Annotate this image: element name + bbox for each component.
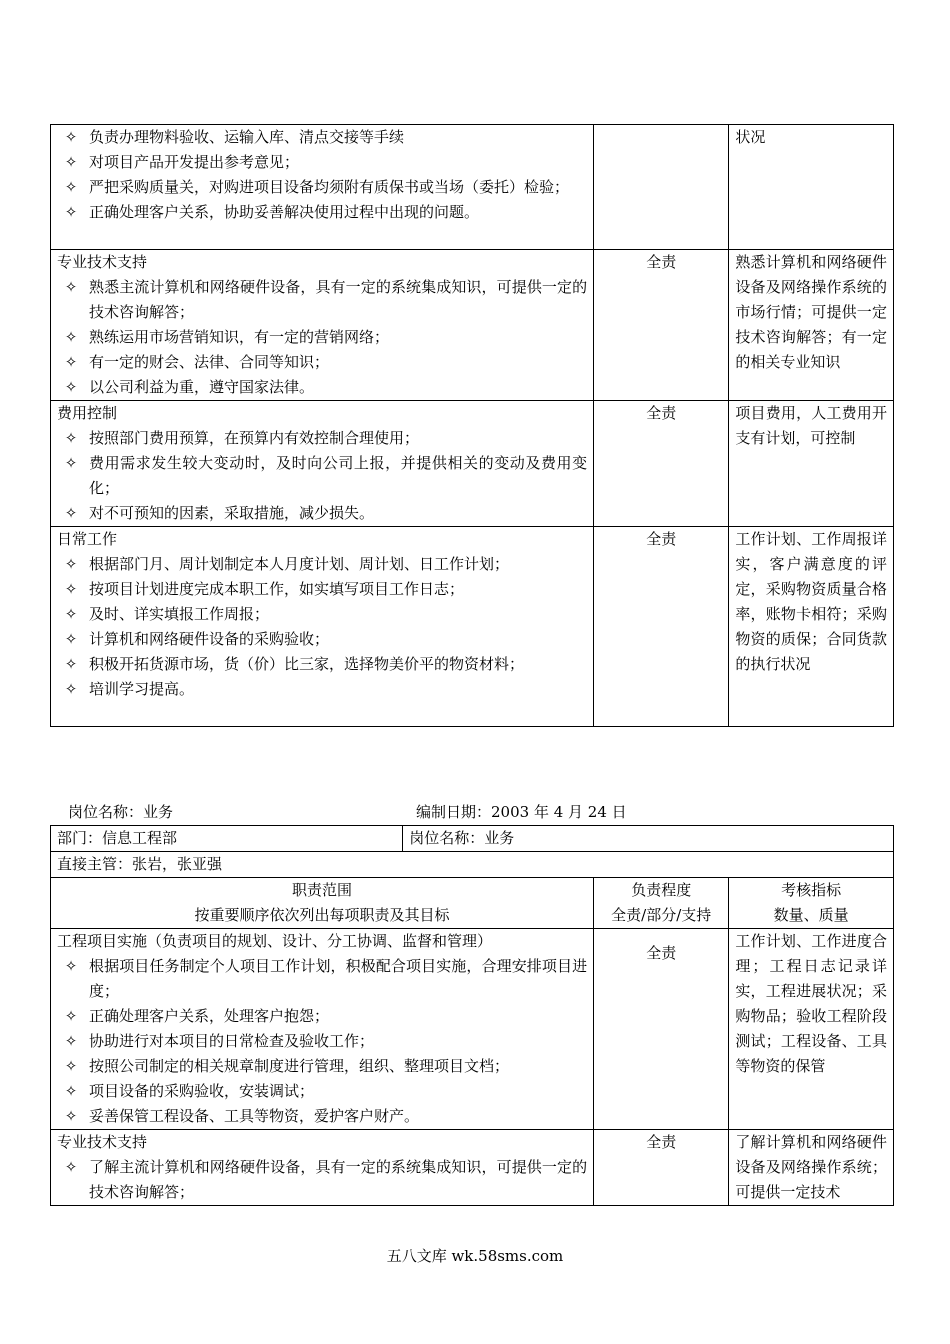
duty-item: ✧ 协助进行对本项目的日常检查及验收工作； — [57, 1029, 587, 1054]
bullet-icon: ✧ — [64, 1107, 78, 1125]
supervisor-cell: 直接主管：张岩，张亚强 — [51, 852, 894, 878]
duty-item: ✧ 对项目产品开发提出参考意见； — [57, 150, 587, 175]
duty-heading: 专业技术支持 — [57, 1133, 148, 1151]
degree-cell: 全责 — [594, 401, 729, 527]
bullet-icon: ✧ — [64, 1082, 78, 1100]
duty-item: ✧ 费用需求发生较大变动时，及时向公司上报，并提供相关的变动及费用变化； — [57, 451, 587, 501]
duty-item: ✧ 正确处理客户关系，处理客户抱怨； — [57, 1004, 587, 1029]
duty-item: ✧ 熟悉主流计算机和网络硬件设备，具有一定的系统集成知识，可提供一定的技术咨询解答； — [57, 275, 587, 325]
duty-item: ✧ 严把采购质量关，对购进项目设备均须附有质保书或当场（委托）检验； — [57, 175, 587, 200]
duty-cell — [51, 250, 594, 401]
metric-cell: 工作计划、工作进度合理；工程日志记录详实，工程进展状况；采购物品；验收工程阶段测试；工程设备、工具等物资的保管 — [729, 929, 894, 1130]
header-duty-scope: 职责范围 按重要顺序依次列出每项职责及其目标 — [51, 878, 594, 929]
duty-item: ✧ 根据项目任务制定个人项目工作计划，积极配合项目实施，合理安排项目进度； — [57, 954, 587, 1004]
bullet-icon: ✧ — [64, 353, 78, 371]
metric-cell: 熟悉计算机和网络硬件设备及网络操作系统的市场行情；可提供一定技术咨询解答；有一定的相关专业知识 — [729, 250, 894, 401]
duty-item: ✧ 了解主流计算机和网络硬件设备，具有一定的系统集成知识，可提供一定的技术咨询解答； — [57, 1155, 587, 1205]
duty-item: ✧ 及时、详实填报工作周报； — [57, 602, 587, 627]
duty-item: ✧ 按项目计划进度完成本职工作，如实填写项目工作日志； — [57, 577, 587, 602]
bullet-icon: ✧ — [64, 504, 78, 522]
duty-cell — [51, 401, 594, 527]
table-row — [51, 1130, 894, 1206]
duty-item: ✧ 有一定的财会、法律、合同等知识； — [57, 350, 587, 375]
bullet-icon: ✧ — [64, 328, 78, 346]
degree-cell: 全责 — [594, 1130, 729, 1206]
duty-heading: 专业技术支持 — [57, 253, 148, 271]
bullet-icon: ✧ — [64, 580, 78, 598]
bullet-icon: ✧ — [64, 605, 78, 623]
duty-cell — [51, 1130, 594, 1206]
table-row — [51, 401, 894, 527]
bullet-icon: ✧ — [64, 957, 78, 975]
duty-item: ✧ 妥善保管工程设备、工具等物资，爱护客户财产。 — [57, 1104, 587, 1129]
bullet-icon: ✧ — [64, 429, 78, 447]
department-cell: 部门：信息工程部 — [51, 826, 403, 852]
table-row — [51, 527, 894, 727]
table-row — [51, 929, 894, 1130]
degree-cell: 全责 — [594, 527, 729, 727]
compile-date: 编制日期：2003 年 4 月 24 日 — [416, 803, 627, 821]
bullet-icon: ✧ — [64, 153, 78, 171]
bullet-icon: ✧ — [64, 555, 78, 573]
duties-table-continued — [50, 124, 894, 727]
duty-item: ✧ 项目设备的采购验收，安装调试； — [57, 1079, 587, 1104]
duty-cell — [51, 527, 594, 727]
header-metrics: 考核指标 数量、质量 — [729, 878, 894, 929]
degree-cell: 全责 — [594, 250, 729, 401]
bullet-icon: ✧ — [64, 454, 78, 472]
bullet-icon: ✧ — [64, 1057, 78, 1075]
bullet-icon: ✧ — [64, 655, 78, 673]
bullet-icon: ✧ — [64, 378, 78, 396]
table-header-row — [51, 878, 894, 929]
table-row — [51, 250, 894, 401]
duty-item: ✧ 根据部门月、周计划制定本人月度计划、周计划、日工作计划； — [57, 552, 587, 577]
duty-cell — [51, 125, 594, 250]
duty-item: ✧ 积极开拓货源市场，货（价）比三家，选择物美价平的物资材料； — [57, 652, 587, 677]
degree-cell — [594, 125, 729, 250]
header-responsibility: 负责程度 全责/部分/支持 — [594, 878, 729, 929]
duty-item: ✧ 培训学习提高。 — [57, 677, 587, 702]
duty-item: ✧ 负责办理物料验收、运输入库、清点交接等手续 — [57, 125, 587, 150]
duties-table — [50, 825, 894, 1206]
bullet-icon: ✧ — [64, 630, 78, 648]
table-row — [51, 852, 894, 878]
bullet-icon: ✧ — [64, 1007, 78, 1025]
bullet-icon: ✧ — [64, 680, 78, 698]
duty-heading: 日常工作 — [57, 530, 118, 548]
bullet-icon: ✧ — [64, 203, 78, 221]
duty-heading: 工程项目实施（负责项目的规划、设计、分工协调、监督和管理） — [57, 932, 493, 950]
duty-item: ✧ 计算机和网络硬件设备的采购验收； — [57, 627, 587, 652]
metric-cell: 工作计划、工作周报详实，客户满意度的评定，采购物资质量合格率，账物卡相符；采购物资的质保；合同货款的执行状况 — [729, 527, 894, 727]
duty-item: ✧ 按照部门费用预算，在预算内有效控制合理使用； — [57, 426, 587, 451]
bullet-icon: ✧ — [64, 1032, 78, 1050]
metric-cell: 了解计算机和网络硬件设备及网络操作系统；可提供一定技术 — [729, 1130, 894, 1206]
duty-item: ✧ 正确处理客户关系，协助妥善解决使用过程中出现的问题。 — [57, 200, 587, 225]
job-meta-line — [68, 800, 888, 825]
footer-watermark: 五八文库 wk.58sms.com — [386, 1247, 564, 1265]
position-cell: 岗位名称：业务 — [403, 826, 894, 852]
duty-item: ✧ 按照公司制定的相关规章制度进行管理，组织、整理项目文档； — [57, 1054, 587, 1079]
duty-item: ✧ 对不可预知的因素，采取措施，减少损失。 — [57, 501, 587, 526]
duty-heading: 费用控制 — [57, 404, 118, 422]
position-title: 岗位名称：业务 — [68, 803, 174, 821]
table-row — [51, 125, 894, 250]
bullet-icon: ✧ — [64, 278, 78, 296]
metric-cell: 状况 — [729, 125, 894, 250]
bullet-icon: ✧ — [64, 178, 78, 196]
degree-cell: 全责 — [594, 929, 729, 1130]
duty-item: ✧ 熟练运用市场营销知识，有一定的营销网络； — [57, 325, 587, 350]
bullet-icon: ✧ — [64, 1158, 78, 1176]
duty-cell — [51, 929, 594, 1130]
table-row — [51, 826, 894, 852]
metric-cell: 项目费用，人工费用开支有计划，可控制 — [729, 401, 894, 527]
duty-item: ✧ 以公司利益为重，遵守国家法律。 — [57, 375, 587, 400]
bullet-icon: ✧ — [64, 128, 78, 146]
